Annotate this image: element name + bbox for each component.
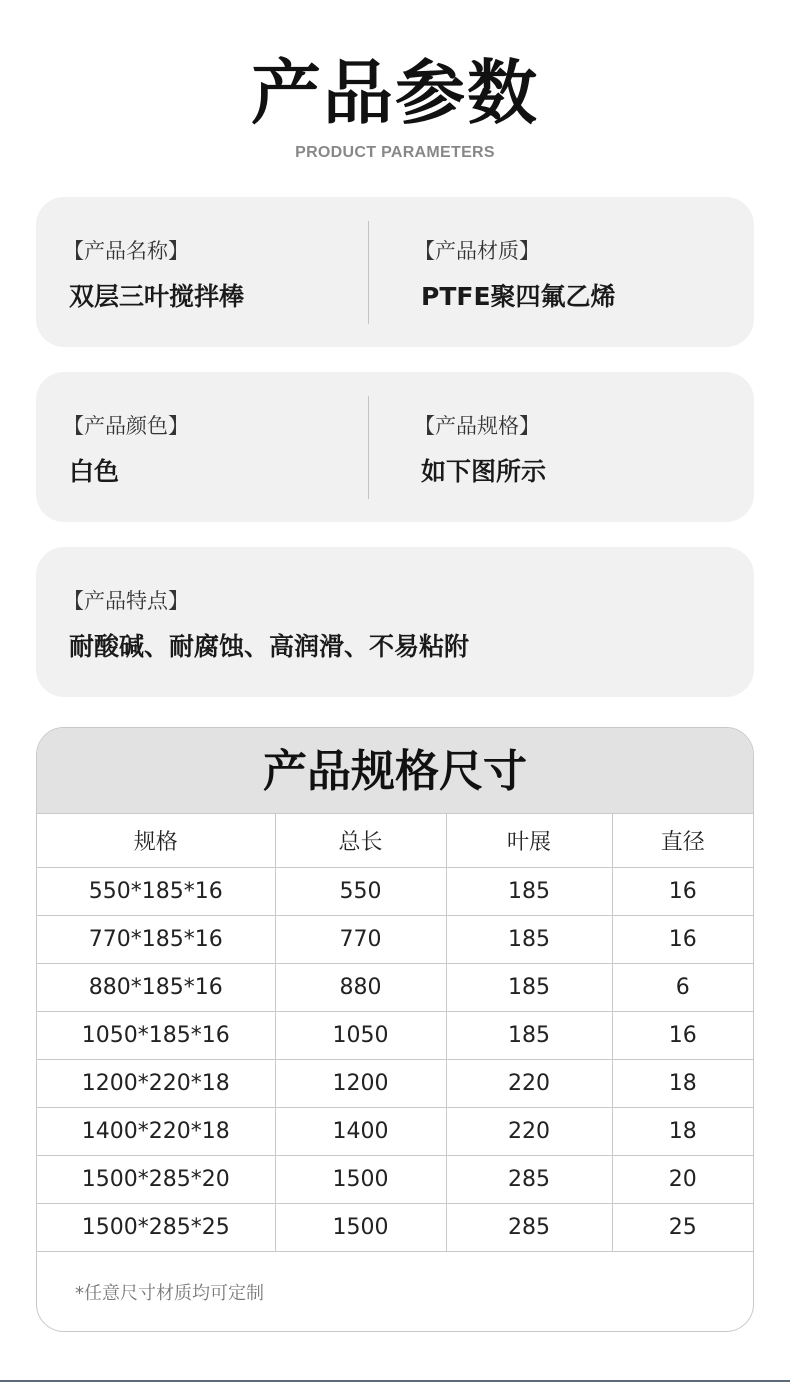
- cell-blade-span: 185: [446, 916, 612, 964]
- cell-length: 770: [275, 916, 446, 964]
- product-material-label: 【产品材质】: [414, 239, 540, 263]
- cell-spec: 550*185*16: [37, 868, 275, 916]
- table-header-row: [37, 814, 753, 868]
- product-feature-value: 耐酸碱、耐腐蚀、高润滑、不易粘附: [69, 632, 470, 661]
- card-color-spec: [36, 372, 754, 522]
- card-feature: [36, 547, 754, 697]
- cell-length: 1200: [275, 1060, 446, 1108]
- spec-table-box: [36, 727, 754, 1332]
- cell-length: 1500: [275, 1204, 446, 1252]
- table-row: [37, 964, 753, 1012]
- product-name-label: 【产品名称】: [63, 239, 189, 263]
- column-header-spec: 规格: [37, 814, 275, 868]
- cell-diameter: 20: [612, 1156, 753, 1204]
- product-spec-label: 【产品规格】: [414, 414, 540, 438]
- product-feature-label: 【产品特点】: [63, 589, 189, 613]
- product-material-value: PTFE聚四氟乙烯: [421, 282, 616, 311]
- product-material-block: [369, 197, 754, 347]
- cell-spec: 1500*285*25: [37, 1204, 275, 1252]
- cell-spec: 880*185*16: [37, 964, 275, 1012]
- cell-blade-span: 220: [446, 1060, 612, 1108]
- cell-blade-span: 185: [446, 868, 612, 916]
- table-row: [37, 1204, 753, 1252]
- column-header-blade-span: 叶展: [446, 814, 612, 868]
- cell-length: 880: [275, 964, 446, 1012]
- table-row: [37, 1108, 753, 1156]
- cell-diameter: 18: [612, 1108, 753, 1156]
- cell-length: 1400: [275, 1108, 446, 1156]
- product-spec-block: [369, 372, 754, 522]
- cell-spec: 1200*220*18: [37, 1060, 275, 1108]
- cell-diameter: 6: [612, 964, 753, 1012]
- cell-length: 1050: [275, 1012, 446, 1060]
- product-name-block: [36, 197, 369, 347]
- cell-blade-span: 285: [446, 1204, 612, 1252]
- card-name-material: [36, 197, 754, 347]
- cell-spec: 1500*285*20: [37, 1156, 275, 1204]
- cell-diameter: 18: [612, 1060, 753, 1108]
- table-row: [37, 1060, 753, 1108]
- table-row: [37, 1012, 753, 1060]
- cell-spec: 770*185*16: [37, 916, 275, 964]
- page-title: 产品参数: [251, 52, 539, 134]
- page-header: [0, 52, 790, 162]
- cell-blade-span: 285: [446, 1156, 612, 1204]
- cell-diameter: 25: [612, 1204, 753, 1252]
- cell-diameter: 16: [612, 1012, 753, 1060]
- product-spec-value: 如下图所示: [421, 457, 547, 486]
- cell-length: 1500: [275, 1156, 446, 1204]
- cell-diameter: 16: [612, 916, 753, 964]
- cell-blade-span: 220: [446, 1108, 612, 1156]
- column-header-length: 总长: [275, 814, 446, 868]
- table-row: [37, 868, 753, 916]
- cell-spec: 1050*185*16: [37, 1012, 275, 1060]
- spec-table: [37, 814, 753, 1252]
- product-color-label: 【产品颜色】: [63, 414, 189, 438]
- spec-table-title: 产品规格尺寸: [37, 728, 753, 814]
- cell-length: 550: [275, 868, 446, 916]
- product-name-value: 双层三叶搅拌棒: [69, 282, 245, 311]
- product-color-block: [36, 372, 369, 522]
- product-color-value: 白色: [69, 457, 120, 486]
- column-header-diameter: 直径: [612, 814, 753, 868]
- cell-blade-span: 185: [446, 964, 612, 1012]
- cell-spec: 1400*220*18: [37, 1108, 275, 1156]
- table-row: [37, 1156, 753, 1204]
- page-subtitle: PRODUCT PARAMETERS: [295, 144, 495, 161]
- table-row: [37, 916, 753, 964]
- customization-note: *任意尺寸材质均可定制: [75, 1283, 264, 1304]
- cell-blade-span: 185: [446, 1012, 612, 1060]
- cell-diameter: 16: [612, 868, 753, 916]
